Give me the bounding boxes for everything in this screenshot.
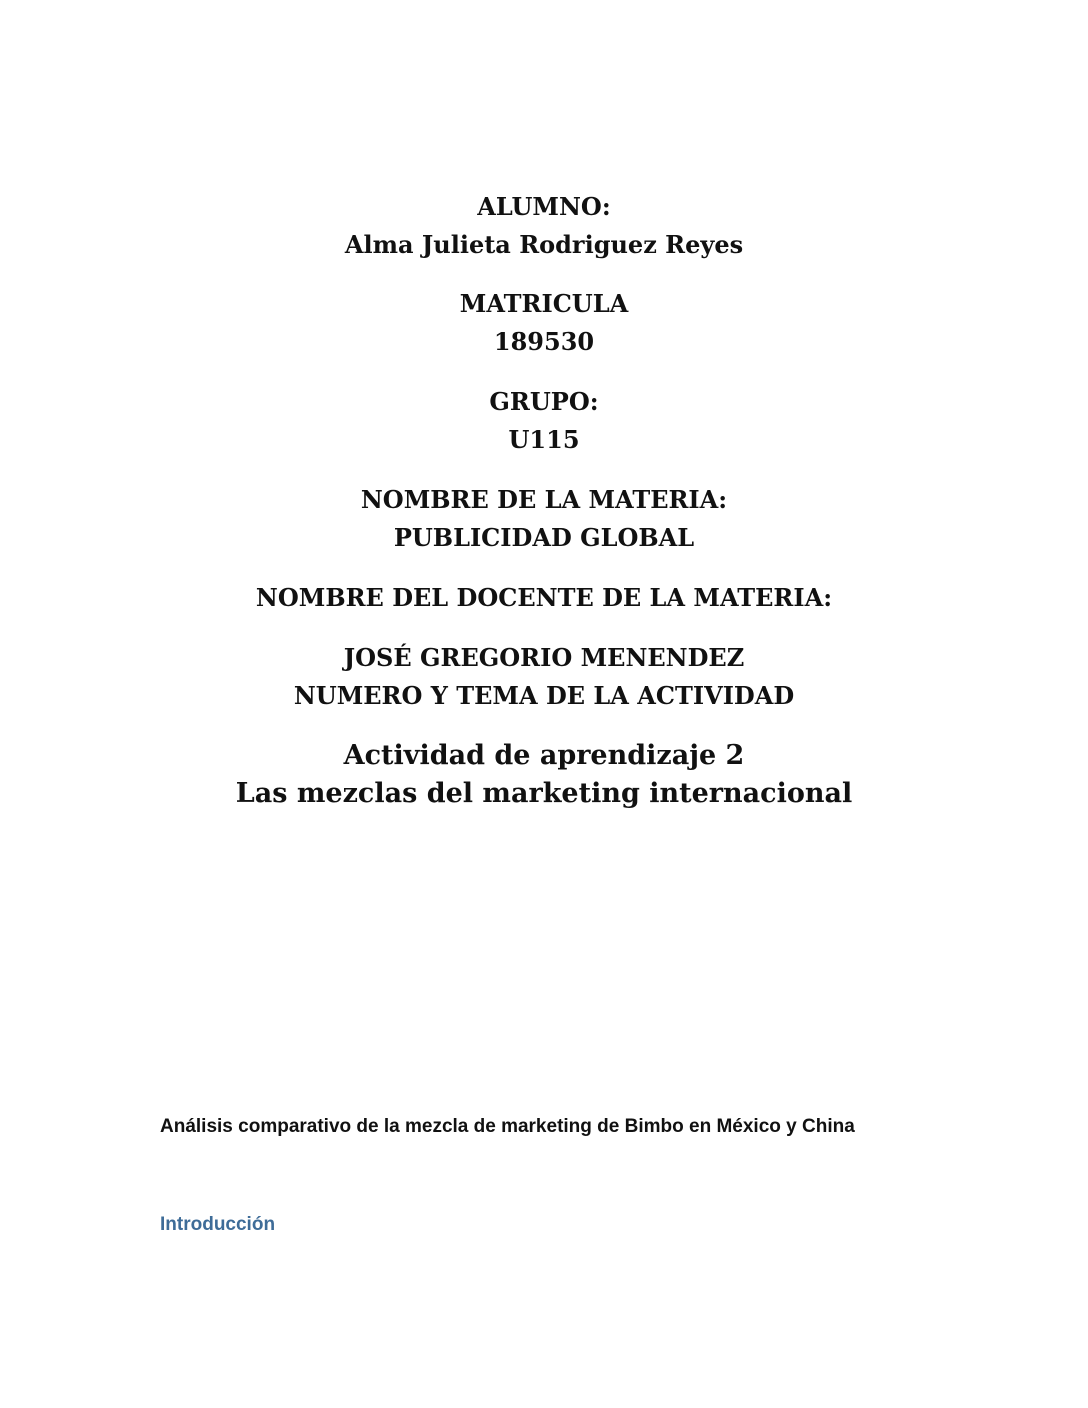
grupo-block: [0, 383, 1088, 459]
grupo-value: U115: [508, 425, 580, 454]
materia-value: PUBLICIDAD GLOBAL: [393, 523, 695, 552]
docente-name: JOSÉ GREGORIO MENENDEZ: [343, 643, 745, 672]
actividad-block: [0, 737, 1088, 813]
grupo-label: GRUPO:: [489, 387, 599, 416]
materia-block: [0, 481, 1088, 557]
analysis-title: Análisis comparativo de la mezcla de marketing de Bimbo en México y China: [160, 1116, 855, 1137]
matricula-label: MATRICULA: [459, 289, 629, 318]
alumno-name: Alma Julieta Rodriguez Reyes: [344, 230, 744, 259]
actividad-topic: Las mezclas del marketing internacional: [235, 778, 853, 809]
docente-name-block: [0, 639, 1088, 715]
matricula-value: 189530: [493, 327, 595, 356]
intro-heading: Introducción: [160, 1214, 276, 1235]
alumno-block: [0, 188, 1088, 264]
docente-label: NOMBRE DEL DOCENTE DE LA MATERIA:: [255, 583, 833, 612]
matricula-block: [0, 285, 1088, 361]
alumno-label: ALUMNO:: [477, 192, 611, 221]
materia-label: NOMBRE DE LA MATERIA:: [360, 485, 728, 514]
actividad-label: NUMERO Y TEMA DE LA ACTIVIDAD: [293, 681, 795, 710]
actividad-number: Actividad de aprendizaje 2: [343, 740, 745, 771]
docente-block: [0, 579, 1088, 617]
